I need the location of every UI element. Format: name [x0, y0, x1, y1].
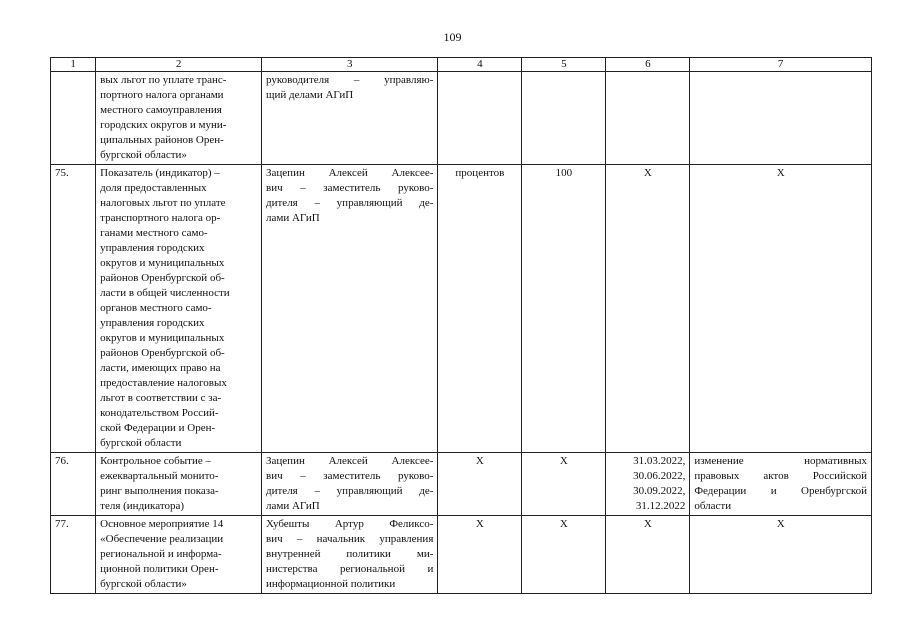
- text-line: районов Оренбургской об-: [100, 272, 225, 284]
- text-line: вич – начальник управления: [266, 533, 434, 545]
- unit-cell: процентов: [438, 165, 522, 453]
- text-line: теля (индикатора): [100, 500, 185, 512]
- text-line: ласти, имеющих право на: [100, 362, 221, 374]
- text-line: бургской области: [100, 437, 182, 449]
- text-line: лами АГиП: [266, 500, 320, 512]
- row-number: 76.: [51, 453, 96, 516]
- text-line: управления городских: [100, 242, 205, 254]
- table-row: [51, 72, 872, 165]
- responsible-person-cell: [262, 72, 438, 165]
- text-line: Зацепин Алексей Алексее-: [266, 455, 434, 467]
- text-line: ринг выполнения показа-: [100, 485, 219, 497]
- column-number-row: [51, 58, 872, 72]
- text-line: бургской области»: [100, 578, 187, 590]
- text-line: Контрольное событие –: [100, 455, 211, 467]
- column-header: 7: [690, 58, 872, 72]
- text-line: округов и муниципальных: [100, 332, 225, 344]
- text-line: ганами местного само-: [100, 227, 208, 239]
- text-line: изменение нормативных: [694, 455, 867, 467]
- deadline-cell: [606, 72, 690, 165]
- text-line: Основное мероприятие 14: [100, 518, 224, 530]
- text-line: «Обеспечение реализации: [100, 533, 224, 545]
- text-line: 30.06.2022,: [633, 470, 686, 482]
- result-cell: [690, 453, 872, 516]
- text-line: органов местного само-: [100, 302, 212, 314]
- row-number: 75.: [51, 165, 96, 453]
- text-line: Хубешты Артур Феликсо-: [266, 518, 434, 530]
- table-row: [51, 453, 872, 516]
- text-line: ской Федерации и Орен-: [100, 422, 216, 434]
- text-line: вич – заместитель руково-: [266, 470, 434, 482]
- text-line: транспортного налога ор-: [100, 212, 221, 224]
- text-line: руководителя – управляю-: [266, 74, 434, 86]
- deadline-cell: [606, 453, 690, 516]
- text-line: щий делами АГиП: [266, 89, 354, 101]
- text-line: ежеквартальный монито-: [100, 470, 219, 482]
- text-line: бургской области»: [100, 149, 187, 161]
- result-cell: [690, 165, 872, 453]
- text-line: Х: [776, 518, 785, 530]
- text-line: нистерства региональной и: [266, 563, 434, 575]
- column-header: 6: [606, 58, 690, 72]
- text-line: местного самоуправления: [100, 104, 222, 116]
- text-line: налоговых льгот по уплате: [100, 197, 226, 209]
- table-row: [51, 165, 872, 453]
- activity-name-cell: [96, 453, 262, 516]
- deadline-cell: [606, 516, 690, 594]
- text-line: управления городских: [100, 317, 205, 329]
- column-header: 3: [262, 58, 438, 72]
- text-line: доля предоставленных: [100, 182, 207, 194]
- text-line: вич – заместитель руково-: [266, 182, 434, 194]
- value-cell: Х: [522, 516, 606, 594]
- text-line: округов и муниципальных: [100, 257, 225, 269]
- page-number: 109: [443, 30, 462, 44]
- text-line: дителя – управляющий де-: [266, 485, 434, 497]
- responsible-person-cell: [262, 165, 438, 453]
- deadline-cell: [606, 165, 690, 453]
- text-line: 31.12.2022: [635, 500, 686, 512]
- text-line: районов Оренбургской об-: [100, 347, 225, 359]
- unit-cell: Х: [438, 453, 522, 516]
- text-line: ласти в общей численности: [100, 287, 230, 299]
- text-line: Федерации и Оренбургской: [694, 485, 867, 497]
- text-line: Х: [776, 167, 785, 179]
- unit-cell: Х: [438, 516, 522, 594]
- text-line: правовых актов Российской: [694, 470, 867, 482]
- text-line: Х: [643, 518, 652, 530]
- value-cell: 100: [522, 165, 606, 453]
- text-line: конодательством Россий-: [100, 407, 219, 419]
- text-line: лами АГиП: [266, 212, 320, 224]
- text-line: информационной политики: [266, 578, 396, 590]
- row-number: 77.: [51, 516, 96, 594]
- result-cell: [690, 72, 872, 165]
- text-line: Показатель (индикатор) –: [100, 167, 220, 179]
- text-line: городских округов и муни-: [100, 119, 227, 131]
- activity-name-cell: [96, 516, 262, 594]
- column-header: 5: [522, 58, 606, 72]
- value-cell: [522, 72, 606, 165]
- column-header: 4: [438, 58, 522, 72]
- column-header: 1: [51, 58, 96, 72]
- responsible-person-cell: [262, 453, 438, 516]
- text-line: региональной и информа-: [100, 548, 222, 560]
- text-line: 31.03.2022,: [633, 455, 686, 467]
- text-line: Х: [643, 167, 652, 179]
- text-line: внутренней политики ми-: [266, 548, 434, 560]
- result-cell: [690, 516, 872, 594]
- text-line: льгот в соответствии с за-: [100, 392, 222, 404]
- text-line: Зацепин Алексей Алексее-: [266, 167, 434, 179]
- activity-name-cell: [96, 165, 262, 453]
- text-line: предоставление налоговых: [100, 377, 227, 389]
- value-cell: Х: [522, 453, 606, 516]
- text-line: области: [694, 500, 732, 512]
- program-table: [50, 57, 872, 594]
- column-header: 2: [96, 58, 262, 72]
- text-line: ципальных районов Орен-: [100, 134, 224, 146]
- table-row: [51, 516, 872, 594]
- text-line: вых льгот по уплате транс-: [100, 74, 227, 86]
- text-line: 30.09.2022,: [633, 485, 686, 497]
- text-line: портного налога органами: [100, 89, 224, 101]
- text-line: дителя – управляющий де-: [266, 197, 434, 209]
- activity-name-cell: [96, 72, 262, 165]
- row-number: [51, 72, 96, 165]
- responsible-person-cell: [262, 516, 438, 594]
- unit-cell: [438, 72, 522, 165]
- text-line: ционной политики Орен-: [100, 563, 219, 575]
